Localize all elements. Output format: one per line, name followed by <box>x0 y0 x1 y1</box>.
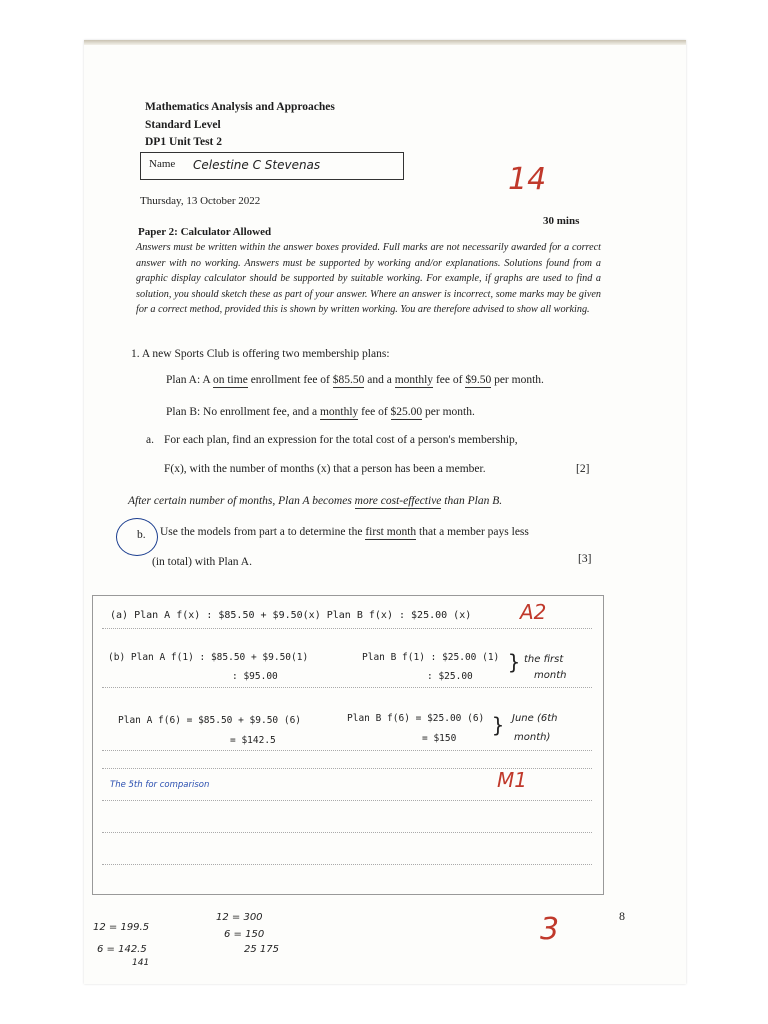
scratch-left-3: 141 <box>132 958 150 968</box>
answer-box <box>92 595 604 895</box>
test-title: DP1 Unit Test 2 <box>145 136 222 148</box>
mark-a2: A2 <box>520 600 547 624</box>
part-b-line2: (in total) with Plan A. <box>152 556 252 568</box>
part-b-line1: Use the models from part a to determine the first month that a member pays less <box>160 526 529 538</box>
part-a-line2: F(x), with the number of months (x) that a person has been a member. <box>164 463 486 475</box>
name-box <box>140 152 404 180</box>
teacher-comment: The 5th for comparison <box>110 780 210 790</box>
answer-dotted-line <box>102 687 592 688</box>
bracket: } <box>508 650 521 674</box>
answer-a: (a) Plan A f(x) : $85.50 + $9.50(x) Plan B f(x) : $25.00 (x) <box>110 610 472 621</box>
scratch-right-1: 12 = 300 <box>216 912 263 923</box>
answer-b1-right: Plan B f(1) : $25.00 (1) <box>362 652 500 663</box>
answer-b2-note1: June (6th <box>512 713 558 724</box>
test-date: Thursday, 13 October 2022 <box>140 195 261 207</box>
mark-m1: M1 <box>497 768 527 792</box>
duration: 30 mins <box>543 215 580 227</box>
page-score: 3 <box>540 912 560 947</box>
answer-b1-right-result: : $25.00 <box>427 671 473 682</box>
bracket: } <box>492 713 505 737</box>
answer-b1-left: (b) Plan A f(1) : $85.50 + $9.50(1) <box>108 652 309 663</box>
total-score: 14 <box>508 162 547 197</box>
answer-b1-note1: the first <box>524 654 564 665</box>
student-name: Celestine C Stevenas <box>193 158 321 172</box>
answer-dotted-line <box>102 750 592 751</box>
answer-b2-left: Plan A f(6) = $85.50 + $9.50 (6) <box>118 715 302 726</box>
answer-b2-left-result: = $142.5 <box>230 735 276 746</box>
scratch-right-3: 25 175 <box>244 944 279 955</box>
part-a-marks: [2] <box>576 463 590 475</box>
answer-dotted-line <box>102 864 592 865</box>
answer-dotted-line <box>102 800 592 801</box>
transition-text: After certain number of months, Plan A becomes more cost-effective than Plan B. <box>128 495 503 507</box>
answer-b2-right-result: = $150 <box>422 733 457 744</box>
answer-dotted-line <box>102 628 592 629</box>
scratch-left-2: 6 = 142.5 <box>97 944 147 955</box>
part-b-marks: [3] <box>578 553 592 565</box>
course-level: Standard Level <box>145 119 221 131</box>
answer-b2-note2: month) <box>514 732 551 743</box>
answer-b1-left-result: : $95.00 <box>232 671 278 682</box>
plan-a-line: Plan A: A on time enrollment fee of $85.50 and a monthly fee of $9.50 per month. <box>166 374 544 386</box>
answer-b1-note2: month <box>534 670 567 681</box>
part-a-label: a. <box>146 434 154 446</box>
page-top-edge <box>84 40 686 45</box>
question-intro: 1. A new Sports Club is offering two membership plans: <box>131 348 390 360</box>
name-label: Name <box>149 158 176 170</box>
plan-b-line: Plan B: No enrollment fee, and a monthly fee of $25.00 per month. <box>166 406 475 418</box>
part-b-label: b. <box>137 529 146 541</box>
answer-dotted-line <box>102 832 592 833</box>
scratch-left-1: 12 = 199.5 <box>93 922 150 933</box>
page-number: 8 <box>619 909 625 923</box>
paper-title: Paper 2: Calculator Allowed <box>138 226 272 238</box>
answer-b2-right: Plan B f(6) = $25.00 (6) <box>347 713 485 724</box>
instructions: Answers must be written within the answer boxes provided. Full marks are not necessarily awarded for a correct answer with no working. Answers must be supported by working and/or explanations. Solutions found from a graphic display calculator should be supported by suitable working. For example, if graphs are used to find a solution, you should sketch these as part of your answer. Where an answer is incorrect, some marks may be given for a correct method, provided this is shown by written working. You are therefore advised to show all working. <box>136 242 601 315</box>
part-a-line1: For each plan, find an expression for the total cost of a person's membership, <box>164 434 518 446</box>
scratch-right-2: 6 = 150 <box>224 929 265 940</box>
course-title: Mathematics Analysis and Approaches <box>145 101 335 113</box>
